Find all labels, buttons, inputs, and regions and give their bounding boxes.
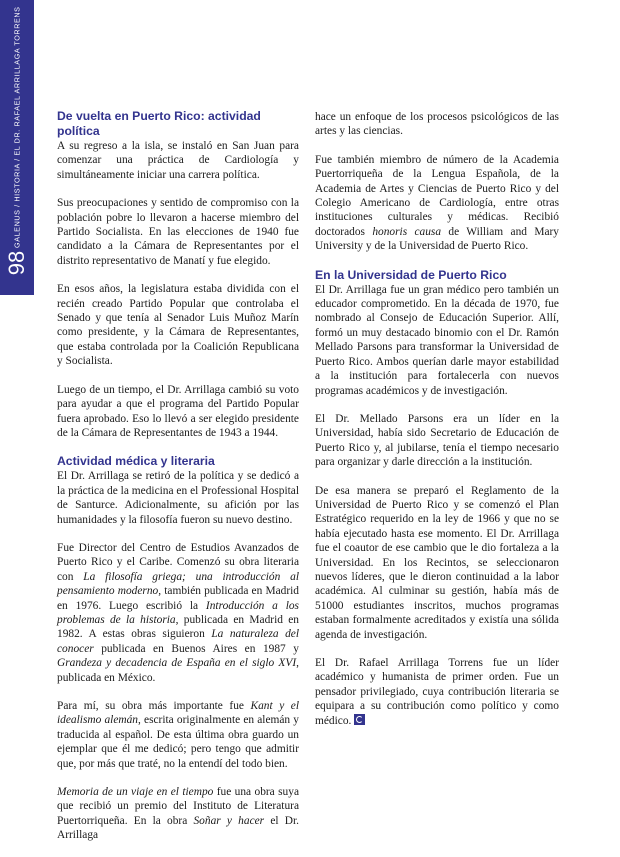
text-run: Fue Director del Centro de Estudios Avanzados de Puerto Rico y el Caribe. Comenzó su obra literaria con [57,541,299,583]
text-run: , también publicada en Madrid en 1976. Luego escribió la [57,585,300,612]
left-column [57,110,299,857]
text-run: Fue también miembro de número de la Academia Puertorriqueña de la Lengua Española, de la Academia de Artes y Ciencias de Puerto Rico y del Colegio Americano de Cardiología, entre otras instituciones culturales y médicas. Recibió doctorados [315,153,559,238]
section-heading-literary: Actividad médica y literaria [57,454,215,469]
book-title: La filosofía griega; una introducción al pensamiento moderno [57,570,299,598]
paragraph: El Dr. Mellado Parsons era un líder en la Universidad, había sido Secretario de Educación de Puerto Rico y, al jubilarse, tenía el tiempo necesario para organizar y darle dirección a la institución. [315,412,559,469]
page-number: 98 [4,250,29,276]
book-title: Introducción a los problemas de la historia [57,599,299,626]
sidebar-band [0,0,34,295]
paragraph: En esos años, la legislatura estaba dividida con el recién creado Partido Popular que controlaba el Senado y que tenía al Senador Luis Muñoz Marín como presidente, y la Cámara de Representantes, que estaba controlada por la Coalición Republicana y Socialista. [57,283,299,368]
paragraph: De esa manera se preparó el Reglamento de la Universidad de Puerto Rico y se comenzó el Plan Estratégico requerido en la ley de 1966 y que no se había ejecutado hasta ese momento. El Dr. Arrillaga fue el coautor de ese cambio que le dio fortaleza a la Universidad. En los Recintos, se seleccionaron nuevos líderes, que le dieron continuidad a la labor académica. Al culminar su gestión, había más de 51000 estudiantes inscritos, muchos programas estaban formalmente acreditados y existía una sólida agenda de investigación. [315,484,559,641]
paragraph [315,656,559,728]
text-run: , publicada en Madrid en 1982. A estas obras siguieron [57,613,299,641]
text-run: el Dr. Arrillaga [57,814,299,842]
paragraph [57,785,299,843]
book-title: La naturaleza del conocer [57,628,299,655]
paragraph: Sus preocupaciones y sentido de compromiso con la población pobre lo llevaron a hacerse miembro del Partido Socialista. En las elecciones de 1940 fue candidato a la Cámara de Representantes por el distrito representativo de Manatí y fue elegido. [57,197,299,267]
book-title: Memoria de un viaje en el tiempo [57,786,214,799]
book-title: Soñar y hacer [193,814,265,827]
text-run: , escrita originalmente en alemán y traducida al español. De esta última obra guardo un ejemplar que él me dedicó; pero tengo que admitir que, por más que traté, no la entendí del todo bien. [57,714,299,770]
paragraph [315,153,559,254]
paragraph [57,541,299,685]
paragraph: A su regreso a la isla, se instaló en San Juan para comenzar una práctica de Cardiología y simultáneamente iniciar una carrera política. [57,140,299,181]
book-title: Grandeza y decadencia de España en el siglo XVI [57,657,297,670]
book-title: Kant y el idealismo alemán [57,700,300,727]
section-heading-university: En la Universidad de Puerto Rico [315,267,507,282]
paragraph [57,699,299,771]
text-run: El Dr. Rafael Arrillaga Torrens fue un líder académico y humanista de primer orden. Fue un pensador privilegiado, cuya contribución literaria se equipara a su contribución como político y como médico. [315,657,559,727]
paragraph: hace un enfoque de los procesos psicológicos de las artes y las ciencias. [315,111,559,138]
text-run: publicada en Buenos Aires en 1987 y [93,642,299,655]
paragraph: El Dr. Arrillaga fue un gran médico pero también un educador comprometido. En la década de 1970, fue nombrado al Consejo de Educación Superior. Allí, formó un muy destacado binomio con el Dr. Ramón Mellado Parsons para transformar la Universidad de Puerto Rico. Ambos querían darle mayor estabilidad a la institución para fortalecerla con nuevos programas académicos y de investigación. [315,283,559,397]
running-head: GALENUS / HISTORIA / EL DR. RAFAEL ARRILLAGA TORRENS [12,6,22,248]
text-run: fue una obra suya que recibió un premio del Instituto de Literatura Puertorriqueña. En la obra [57,786,299,827]
right-column [315,110,559,742]
section-heading-politics: De vuelta en Puerto Rico: actividad política [57,109,261,138]
end-mark-icon [354,714,365,725]
text-run: Para mí, su obra más importante fue [57,700,251,712]
text-run: de William and Mary University y de la Universidad de Puerto Rico. [315,225,559,253]
paragraph: El Dr. Arrillaga se retiró de la política y se dedicó a la práctica de la medicina en el Professional Hospital de Santurce. Adicionalmente, su afición por las humanidades y la filosofía fueron su nuevo destino. [57,470,299,526]
paragraph: Luego de un tiempo, el Dr. Arrillaga cambió su voto para ayudar a que el programa del Partido Popular fuera aprobado. Eso lo llevó a ser elegido presidente de la Cámara de Representantes de 1943 a 1944. [57,383,299,439]
latin-phrase: honoris causa [372,225,442,238]
text-run: , publicada en México. [57,657,299,684]
